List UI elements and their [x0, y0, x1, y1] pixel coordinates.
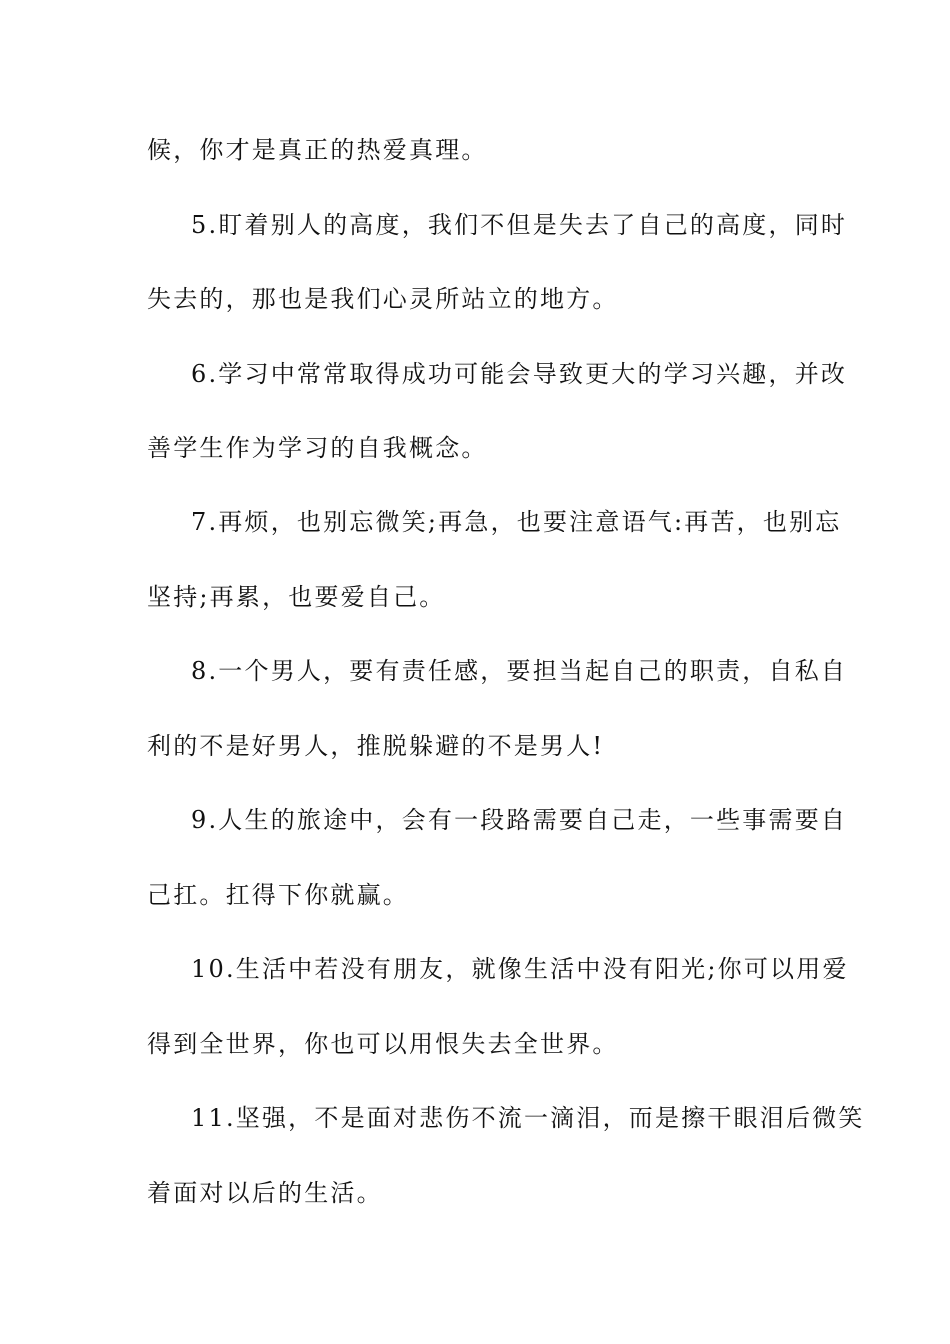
quote-5-line-2: 失去的，那也是我们心灵所站立的地方。 — [147, 285, 619, 313]
quote-8-line-1: 8.一个男人，要有责任感，要担当起自己的职责，自私自 — [191, 657, 848, 685]
quote-8-line-2: 利的不是好男人，推脱躲避的不是男人! — [147, 732, 605, 760]
quote-6-line-2: 善学生作为学习的自我概念。 — [147, 434, 488, 462]
quote-11-line-1: 11.坚强，不是面对悲伤不流一滴泪，而是擦干眼泪后微笑 — [191, 1104, 865, 1132]
quote-9-line-2: 己扛。扛得下你就赢。 — [147, 881, 409, 909]
quote-10-line-2: 得到全世界，你也可以用恨失去全世界。 — [147, 1030, 619, 1058]
quote-9-line-1: 9.人生的旅途中，会有一段路需要自己走，一些事需要自 — [191, 806, 848, 834]
quote-7-line-1: 7.再烦，也别忘微笑;再急，也要注意语气:再苦，也别忘 — [191, 508, 842, 536]
text-line-continuation: 候，你才是真正的热爱真理。 — [147, 136, 488, 164]
quote-7-line-2: 坚持;再累，也要爱自己。 — [147, 583, 446, 611]
quote-10-line-1: 10.生活中若没有朋友，就像生活中没有阳光;你可以用爱 — [191, 955, 849, 983]
quote-5-line-1: 5.盯着别人的高度，我们不但是失去了自己的高度，同时 — [191, 211, 848, 239]
quote-6-line-1: 6.学习中常常取得成功可能会导致更大的学习兴趣，并改 — [191, 360, 848, 388]
quote-11-line-2: 着面对以后的生活。 — [147, 1179, 383, 1207]
